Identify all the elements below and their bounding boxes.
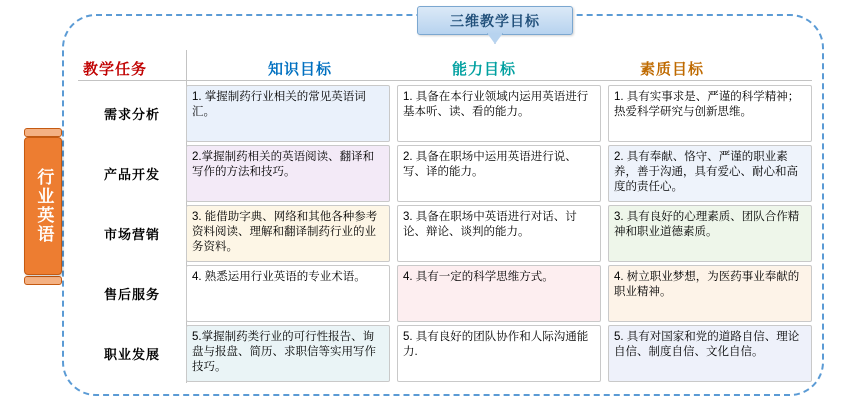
cell-quality: 5. 具有对国家和党的道路自信、理论自信、制度自信、文化自信。 xyxy=(608,325,812,382)
cell-ability: 4. 具有一定的科学思维方式。 xyxy=(397,265,601,322)
row-label-task: 需求分析 xyxy=(103,107,160,122)
cell-knowledge: 5.掌握制药类行业的可行性报告、询盘与报盘、简历、求职信等实用写作技巧。 xyxy=(186,325,390,382)
cell-knowledge: 3. 能借助字典、网络和其他各种参考资料阅读、理解和翻译制药行业的业务资料。 xyxy=(186,205,390,262)
column-header-quality: 素质目标 xyxy=(640,61,705,78)
table-row xyxy=(78,265,812,322)
row-label-task: 市场营销 xyxy=(103,227,160,242)
table-row xyxy=(78,325,812,382)
row-label-task: 售后服务 xyxy=(103,287,160,302)
cell-ability: 2. 具备在职场中运用英语进行说、写、译的能力。 xyxy=(397,145,601,202)
cell-ability: 5. 具有良好的团队协作和人际沟通能力. xyxy=(397,325,601,382)
cell-knowledge: 2.掌握制药相关的英语阅读、翻译和写作的方法和技巧。 xyxy=(186,145,390,202)
vertical-label-cap-bottom xyxy=(24,276,62,285)
vertical-label-text: 行业英语 xyxy=(34,168,54,244)
table-row xyxy=(78,205,812,262)
cell-knowledge: 4. 熟悉运用行业英语的专业术语。 xyxy=(186,265,390,322)
cell-ability: 3. 具备在职场中英语进行对话、讨论、辩论、谈判的能力。 xyxy=(397,205,601,262)
cell-quality: 1. 具有实事求是、严谨的科学精神；热爱科学研究与创新思维。 xyxy=(608,85,812,142)
vertical-label-cap-top xyxy=(24,128,62,137)
row-label-task: 职业发展 xyxy=(103,347,160,362)
cell-quality: 2. 具有奉献、恪守、严谨的职业素养，善于沟通，具有爱心、耐心和高度的责任心。 xyxy=(608,145,812,202)
table-row xyxy=(78,85,812,142)
vertical-label-industry-english xyxy=(24,137,62,275)
diagram-title: 三维教学目标 xyxy=(450,12,540,29)
table-row xyxy=(78,145,812,202)
cell-quality: 4. 树立职业梦想，为医药事业奉献的职业精神。 xyxy=(608,265,812,322)
row-label-task: 产品开发 xyxy=(103,167,160,182)
objectives-grid xyxy=(78,85,812,385)
cell-knowledge: 1. 掌握制药行业相关的常见英语词汇。 xyxy=(186,85,390,142)
cell-quality: 3. 具有良好的心理素质、团队合作精神和职业道德素质。 xyxy=(608,205,812,262)
column-header-knowledge: 知识目标 xyxy=(268,61,333,78)
title-banner xyxy=(417,6,573,35)
header-divider xyxy=(78,80,812,81)
cell-ability: 1. 具备在本行业领域内运用英语进行基本听、读、看的能力。 xyxy=(397,85,601,142)
column-header-task: 教学任务 xyxy=(83,61,148,78)
column-header-ability: 能力目标 xyxy=(452,61,517,78)
